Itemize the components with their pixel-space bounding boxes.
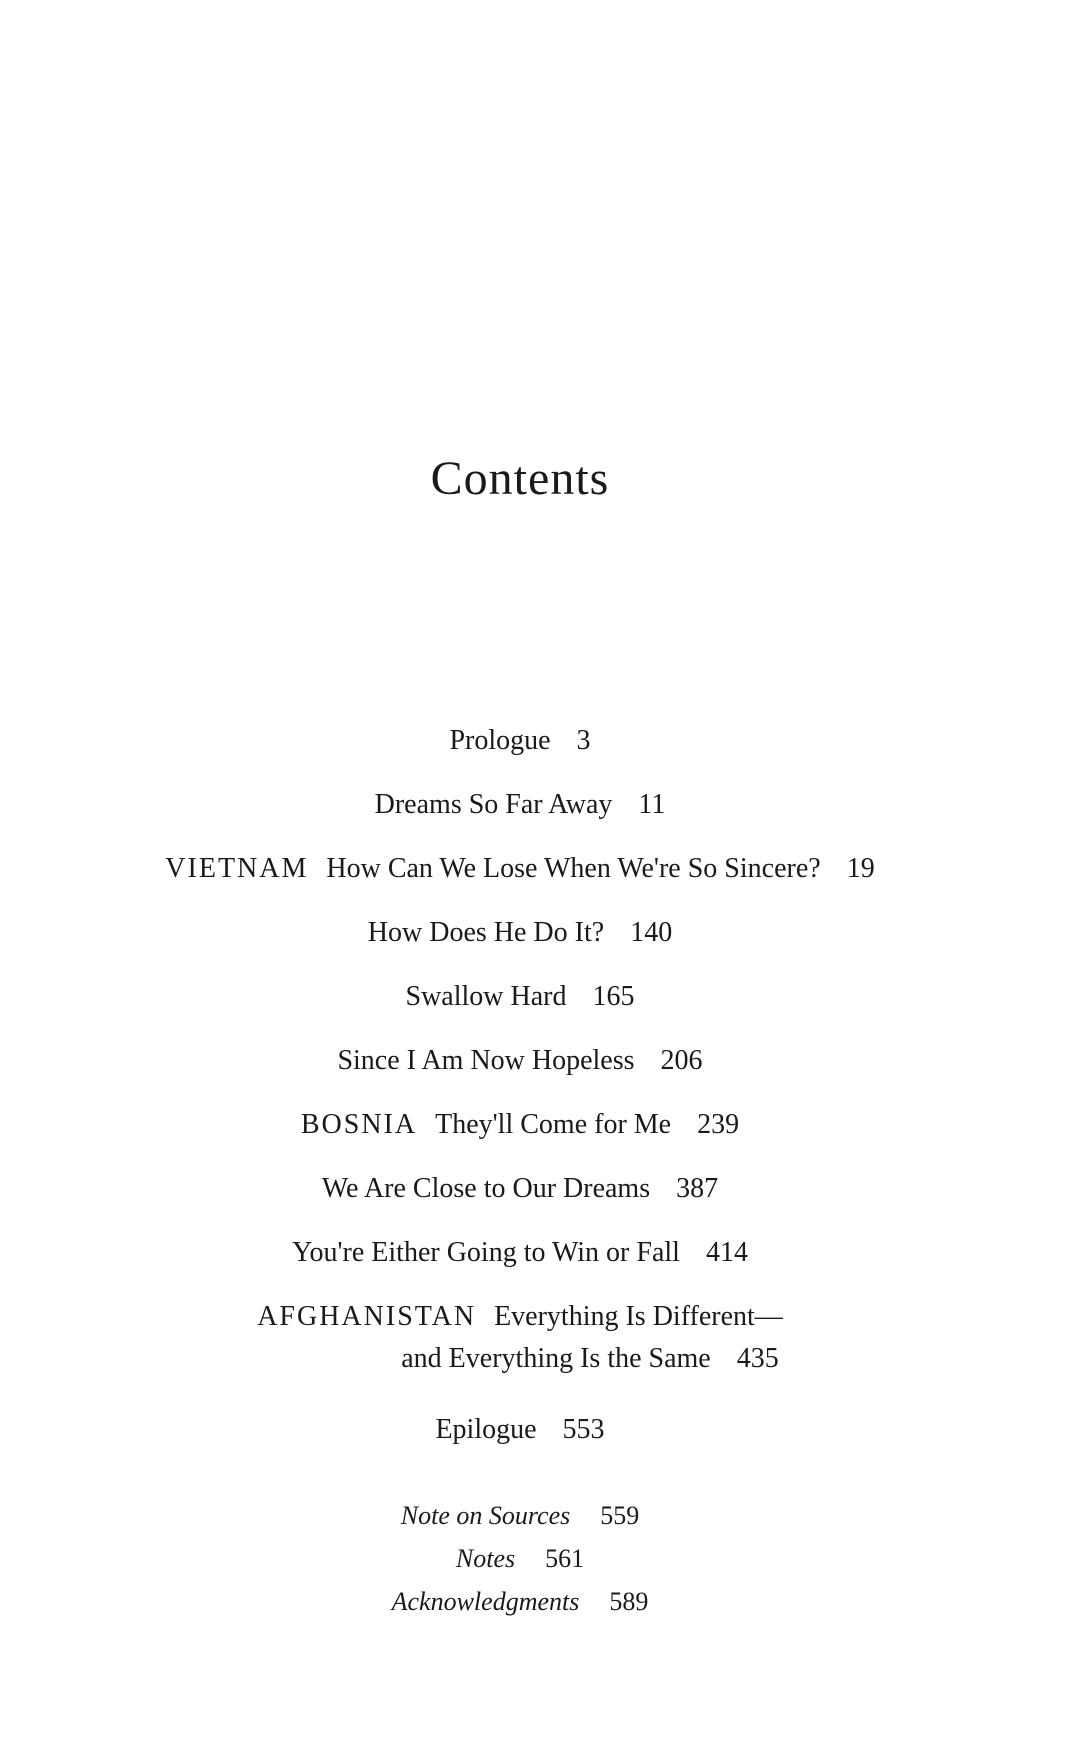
toc-entry bbox=[0, 791, 1040, 819]
entry-title: How Does He Do It? bbox=[367, 917, 605, 948]
entry-title: You're Either Going to Win or Fall bbox=[292, 1237, 680, 1268]
toc-entry bbox=[0, 1239, 1040, 1267]
entry-title-line2: and Everything Is the Same bbox=[401, 1343, 711, 1374]
entry-page: 11 bbox=[638, 789, 666, 820]
toc-entry bbox=[0, 727, 1040, 755]
back-matter-entry bbox=[0, 1503, 1040, 1529]
part-label: AFGHANISTAN bbox=[257, 1301, 477, 1332]
entry-page: 165 bbox=[592, 981, 635, 1012]
entry-title: Since I Am Now Hopeless bbox=[337, 1045, 635, 1076]
entry-page: 3 bbox=[576, 725, 591, 756]
entry-page: 553 bbox=[562, 1414, 605, 1445]
entry-page: 589 bbox=[609, 1587, 649, 1616]
back-matter-entry bbox=[0, 1546, 1040, 1572]
entry-page: 19 bbox=[846, 853, 875, 884]
part-label: VIETNAM bbox=[165, 853, 309, 884]
entry-title: Acknowledgments bbox=[391, 1587, 580, 1616]
entry-title: Prologue bbox=[449, 725, 551, 756]
entry-title: Notes bbox=[455, 1544, 516, 1573]
entry-page: 559 bbox=[600, 1501, 640, 1530]
entry-title: Swallow Hard bbox=[405, 981, 567, 1012]
toc-entry bbox=[0, 1303, 1040, 1373]
entry-title: We Are Close to Our Dreams bbox=[321, 1173, 651, 1204]
toc-entry bbox=[0, 1175, 1040, 1203]
entry-title: They'll Come for Me bbox=[435, 1109, 672, 1140]
toc-entry bbox=[0, 919, 1040, 947]
entry-title: Dreams So Far Away bbox=[374, 789, 613, 820]
entry-title-continued bbox=[0, 1345, 1040, 1373]
toc-entry bbox=[0, 1047, 1040, 1075]
toc-entry bbox=[0, 1111, 1040, 1139]
entry-title: Everything Is Different— bbox=[494, 1301, 783, 1332]
entry-page: 414 bbox=[705, 1237, 748, 1268]
entry-page: 435 bbox=[736, 1343, 779, 1374]
entry-page: 387 bbox=[676, 1173, 719, 1204]
part-label: BOSNIA bbox=[300, 1109, 418, 1140]
entry-page: 140 bbox=[630, 917, 673, 948]
entry-page: 206 bbox=[660, 1045, 703, 1076]
toc-entry bbox=[0, 1416, 1040, 1444]
toc-entry bbox=[0, 855, 1040, 883]
back-matter-entry bbox=[0, 1589, 1040, 1615]
entry-page: 239 bbox=[697, 1109, 740, 1140]
page-title: Contents bbox=[430, 452, 610, 505]
entry-title: Note on Sources bbox=[400, 1501, 571, 1530]
entry-page: 561 bbox=[545, 1544, 585, 1573]
entry-title: How Can We Lose When We're So Sincere? bbox=[326, 853, 821, 884]
toc-entry bbox=[0, 983, 1040, 1011]
entry-title: Epilogue bbox=[435, 1414, 537, 1445]
